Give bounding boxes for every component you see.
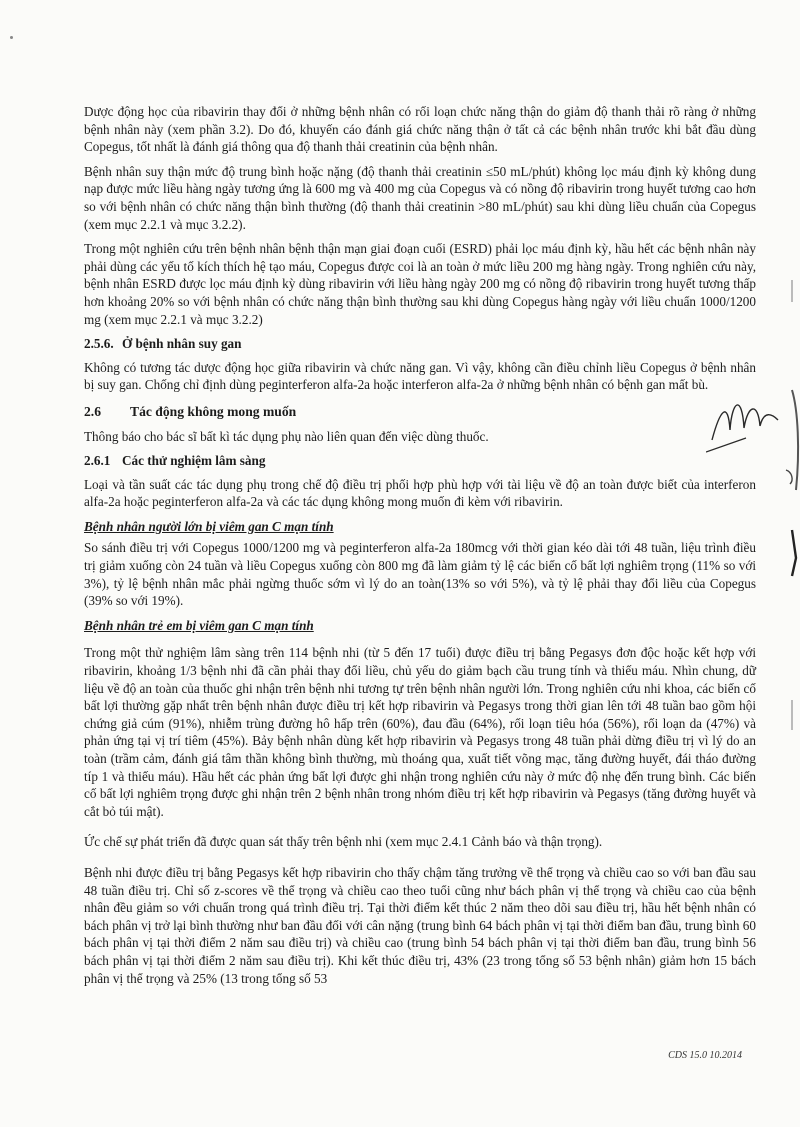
paragraph: Không có tương tác dược động học giữa ribavirin và chức năng gan. Vì vậy, không cần điều chỉnh liều Copegus ở bệnh nhân bị suy gan. Chống chỉ định dùng peginterferon alfa-2a hoặc interferon alfa-2a ở những bệnh nhân có bệnh gan mất bù. xyxy=(84,359,756,393)
section-heading-2-6-1 xyxy=(84,452,756,470)
scan-edge-mark xyxy=(791,700,793,730)
paragraph: Trong một thử nghiệm lâm sàng trên 114 bệnh nhi (từ 5 đến 17 tuổi) được điều trị bằng Pegasys đơn độc hoặc kết hợp với ribavirin, khoảng 1/3 bệnh nhi đã cần phải thay đổi liều, chủ yếu do giảm bạch cầu trung tính và thiếu máu. Nhìn chung, dữ liệu về độ an toàn của thuốc ghi nhận trên bệnh nhi tương tự trên bệnh nhân người lớn. Trong nghiên cứu nhi khoa, các biến cố bất lợi thường gặp nhất trên bệnh nhân được điều trị kết hợp ribavirin và Pegasys trong thời gian lên tới 48 tuần bao gồm hội chứng giả cúm (91%), nhiễm trùng đường hô hấp trên (60%), đau đầu (64%), rối loạn tiêu hóa (56%), rối loạn da (47%) và phản ứng tại vị trí tiêm (45%). Bảy bệnh nhân dùng kết hợp ribavirin và Pegasys trong 48 tuần phải dừng điều trị vì lý do an toàn (trầm cảm, đánh giá tâm thần không bình thường, mù thoáng qua, xuất tiết võng mạc, tăng đường huyết, đái tháo đường típ 1 và thiếu máu). Hầu hết các phản ứng bất lợi được ghi nhận trong nghiên cứu này ở mức độ nhẹ đến trung bình. Các biến cố bất lợi nghiêm trọng được ghi nhận trên 2 bệnh nhân trong nhóm điều trị kết hợp ribavirin và Pegasys (tăng đường huyết và cắt bỏ túi mật). xyxy=(84,645,756,819)
paragraph: Ức chế sự phát triển đã được quan sát thấy trên bệnh nhi (xem mục 2.4.1 Cảnh báo và thận trọng). xyxy=(84,834,603,850)
section-number: 2.6 xyxy=(84,403,101,419)
section-heading-2-5-6 xyxy=(84,335,756,353)
subheading-adult-patients: Bệnh nhân người lớn bị viêm gan C mạn tính xyxy=(84,518,334,534)
section-title: Tác động không mong muốn xyxy=(130,403,297,419)
scan-edge-mark xyxy=(791,280,793,302)
section-number: 2.5.6. xyxy=(84,336,114,352)
section-title: Các thử nghiệm lâm sàng xyxy=(122,453,266,469)
paragraph: Trong một nghiên cứu trên bệnh nhân bệnh thận mạn giai đoạn cuối (ESRD) phải lọc máu định kỳ, hầu hết các bệnh nhân này phải dùng các yếu tố kích thích hệ tạo máu, Copegus được coi là an toàn ở mức liều 200 mg hàng ngày. Trong nghiên cứu này, bệnh nhân ESRD được lọc máu định kỳ dùng ribavirin với liều hàng ngày 200 mg có nồng độ ribavirin trong huyết tương thấp hơn khoảng 20% so với bệnh nhân có chức năng thận bình thường sau khi dùng Copegus hàng ngày với liều chuẩn 1000/1200 mg (xem mục 2.2.1 và mục 3.2.2) xyxy=(84,241,756,327)
document-version-footer: CDS 15.0 10.2014 xyxy=(668,1050,742,1061)
document-body xyxy=(84,103,756,994)
paragraph: So sánh điều trị với Copegus 1000/1200 mg và peginterferon alfa-2a 180mcg với thời gian kéo dài tới 48 tuần, liệu trình điều trị giảm xuống còn 24 tuần và liều Copegus xuống còn 800 mg đã làm giảm tỷ lệ các biến cố bất lợi nghiêm trọng (11% so với 3%), tỷ lệ bệnh nhân mắc phải ngừng thuốc sớm vì lý do an toàn(13% so với 5%), và tỷ lệ phải thay đổi liều của Copegus (39% so với 19%). xyxy=(84,540,756,609)
paragraph: Thông báo cho bác sĩ bất kì tác dụng phụ nào liên quan đến việc dùng thuốc. xyxy=(84,428,489,444)
scan-dot xyxy=(10,36,13,39)
paragraph: Dược động học của ribavirin thay đổi ở những bệnh nhân có rối loạn chức năng thận do giảm độ thanh thải rõ ràng ở những bệnh nhân này (xem phần 3.2). Do đó, khuyến cáo đánh giá chức năng thận ở tất cả các bệnh nhân trước khi bắt đầu dùng Copegus, tốt nhất là đánh giá thông qua độ thanh thải creatinin của bệnh nhân. xyxy=(84,104,756,155)
section-title: Ở bệnh nhân suy gan xyxy=(122,336,242,352)
section-number: 2.6.1 xyxy=(84,453,111,469)
paragraph: Bệnh nhi được điều trị bằng Pegasys kết hợp ribavirin cho thấy chậm tăng trưởng về thể trọng và chiều cao so với ban đầu sau 48 tuần điều trị. Chỉ số z-scores về thể trọng và chiều cao theo tuổi cũng như bách phân vị thể trọng và chiều cao của bệnh nhân đều giảm so với chuẩn trong quá trình điều trị. Tại thời điểm kết thúc 2 năm theo dõi sau điều trị, hầu hết bệnh nhân có bách phân vị trở lại bình thường như ban đầu đối với cân nặng (trung bình 64 bách phân vị tại thời điểm ban đầu, trung bình 60 bách phân vị tại thời điểm 2 năm sau điều trị) và chiều cao (trung bình 54 bách phân vị tại thời điểm ban đầu, trung bình 56 bách phân vị tại thời điểm 2 năm sau điều trị). Khi kết thúc điều trị, 43% (23 trong tổng số 53 bệnh nhân) giảm hơn 15 bách phân vị thể trọng và 25% (13 trong tổng số 53 xyxy=(84,864,756,986)
signature-stamp-mark xyxy=(706,380,800,580)
paragraph: Loại và tần suất các tác dụng phụ trong chế độ điều trị phối hợp phù hợp với tài liệu về độ an toàn được biết của interferon alfa-2a hoặc peginterferon alfa-2a và các tác dụng không mong muốn đi kèm với ribavirin. xyxy=(84,476,756,510)
paragraph: Bệnh nhân suy thận mức độ trung bình hoặc nặng (độ thanh thải creatinin ≤50 mL/phút) không lọc máu định kỳ không dung nạp được mức liều hàng ngày tương ứng là 600 mg và 400 mg của Copegus và có nồng độ ribavirin trong huyết tương cao hơn so với bệnh nhân có chức năng thận bình thường (độ thanh thải creatinin >80 mL/phút) sau khi dùng liều chuẩn của Copegus (xem mục 2.2.1 và mục 3.2.2). xyxy=(84,163,756,232)
subheading-pediatric-patients: Bệnh nhân trẻ em bị viêm gan C mạn tính xyxy=(84,617,314,633)
section-heading-2-6 xyxy=(84,403,756,421)
